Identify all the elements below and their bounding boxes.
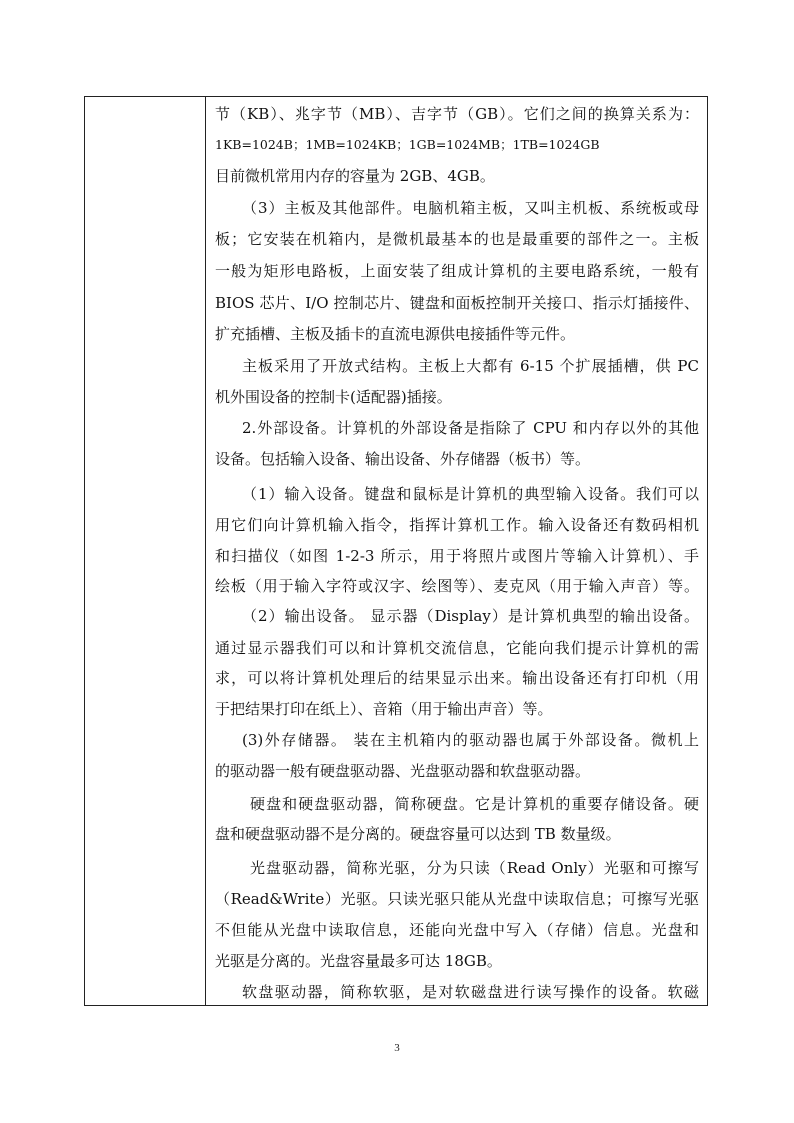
text-line: 光驱是分离的。光盘容量最多可达 18GB。 bbox=[215, 952, 502, 970]
text-line: 盘和硬盘驱动器不是分离的。硬盘容量可以达到 TB 数量级。 bbox=[215, 825, 621, 843]
text-line: 目前微机常用内存的容量为 2GB、4GB。 bbox=[215, 167, 495, 185]
text-line: 和扫描仪（如图 1-2-3 所示，用于将照片或图片等输入计算机）、手 bbox=[215, 547, 699, 565]
text-line: （1）输入设备。键盘和鼠标是计算机的典型输入设备。我们可以 bbox=[242, 485, 699, 503]
text-line: 节（KB）、兆字节（MB）、吉字节（GB）。它们之间的换算关系为： bbox=[215, 105, 699, 123]
text-line: 主板采用了开放式结构。主板上大都有 6-15 个扩展插槽，供 PC bbox=[242, 357, 699, 375]
text-line: 硬盘和硬盘驱动器，简称硬盘。它是计算机的重要存储设备。硬 bbox=[250, 795, 699, 813]
text-line: 的驱动器一般有硬盘驱动器、光盘驱动器和软盘驱动器。 bbox=[215, 762, 591, 780]
text-line: （3）主板及其他部件。电脑机箱主板，又叫主机板、系统板或母 bbox=[242, 199, 699, 217]
text-line: 求，可以将计算机处理后的结果显示出来。输出设备还有打印机（用 bbox=[215, 669, 699, 687]
page-number: 3 bbox=[394, 1042, 400, 1054]
text-line: (3)外存储器。 装在主机箱内的驱动器也属于外部设备。微机上 bbox=[242, 731, 699, 749]
text-line: 用它们向计算机输入指令，指挥计算机工作。输入设备还有数码相机 bbox=[215, 516, 699, 534]
table-content-cell bbox=[206, 97, 707, 1005]
text-line: 2.外部设备。计算机的外部设备是指除了 CPU 和内存以外的其他 bbox=[242, 419, 699, 437]
text-line: 于把结果打印在纸上）、音箱（用于输出声音）等。 bbox=[215, 700, 553, 718]
text-line: 通过显示器我们可以和计算机交流信息，它能向我们提示计算机的需 bbox=[215, 639, 699, 657]
text-line: （2）输出设备。 显示器（Display）是计算机典型的输出设备。 bbox=[242, 607, 699, 625]
text-line: 扩充插槽、主板及插卡的直流电源供电接插件等元件。 bbox=[215, 325, 576, 343]
text-line: BIOS 芯片、I/O 控制芯片、键盘和面板控制开关接口、指示灯插接件、 bbox=[215, 294, 699, 312]
text-line: 机外围设备的控制卡(适配器)插接。 bbox=[215, 388, 452, 406]
text-line: 板；它安装在机箱内，是微机最基本的也是最重要的部件之一。主板 bbox=[215, 230, 699, 248]
text-line: 不但能从光盘中读取信息，还能向光盘中写入（存储）信息。光盘和 bbox=[215, 921, 699, 939]
text-line: 一般为矩形电路板，上面安装了组成计算机的主要电路系统，一般有 bbox=[215, 262, 699, 280]
table-left-cell bbox=[85, 97, 206, 1005]
text-line: 1KB=1024B；1MB=1024KB；1GB=1024MB；1TB=1024GB bbox=[215, 137, 600, 152]
text-line: （Read&Write）光驱。只读光驱只能从光盘中读取信息；可擦写光驱 bbox=[215, 890, 699, 908]
text-line: 软盘驱动器，简称软驱，是对软磁盘进行读写操作的设备。软磁 bbox=[242, 983, 699, 1001]
text-line: 绘板（用于输入字符或汉字、绘图等）、麦克风（用于输入声音）等。 bbox=[215, 577, 699, 595]
content-table bbox=[84, 96, 708, 1006]
text-line: 设备。包括输入设备、输出设备、外存储器（板书）等。 bbox=[215, 450, 591, 468]
text-line: 光盘驱动器，简称光驱，分为只读（Read Only）光驱和可擦写 bbox=[250, 859, 699, 877]
